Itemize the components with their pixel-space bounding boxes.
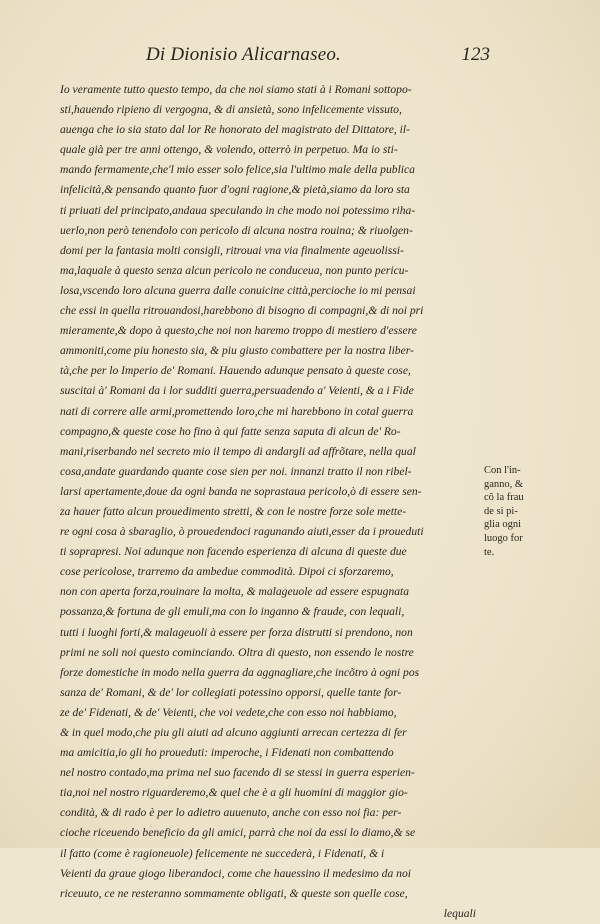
text-line: il fatto (come è ragioneuole) felicemente ne succederà, i Fidenati, & i	[60, 846, 385, 860]
text-line: forze domestiche in modo nella guerra da aggnagliare,che incõtro à ogni pos	[60, 665, 420, 679]
marginal-note-line: glia ogni	[484, 519, 522, 531]
text-line: Veienti da graue giogo liberandoci, come che hauessino il medesimo da noi	[60, 866, 411, 880]
text-line: compagno,& queste cose ho fino à qui fatte senza saputa di alcun de' Ro-	[60, 424, 401, 438]
text-line: ma,laquale à questo senza alcun pericolo ne conduceua, non punto pericu-	[60, 263, 409, 277]
text-line: non con aperta forza,rouinare la molta, & malageuole ad essere espugnata	[60, 585, 410, 599]
catchword: lequali	[443, 906, 476, 920]
text-line: tà,che per lo Imperio de' Romani. Hauendo adunque pensato à queste cose,	[60, 364, 411, 378]
text-line: quale già per tre anni ottengo, & volendo, otterrò in perpetuo. Ma io sti-	[60, 143, 398, 157]
text-line: domi per la fantasia molti consigli, ritrouai vna via finalmente ageuolissi-	[60, 243, 404, 257]
running-title: Di Dionisio Alicarnaseo.	[146, 44, 341, 65]
marginal-note-line: ganno, &	[484, 478, 524, 490]
text-line: possanza,& fortuna de gli emuli,ma con lo inganno & fraude, con lequali,	[60, 605, 405, 619]
text-line: suscitai à' Romani da i lor sudditi guerra,persuadendo a' Veienti, & a i Fide	[60, 384, 414, 398]
text-line: ma amicitia,io gli ho proueduti: imperoche, i Fidenati non combattendo	[60, 746, 394, 760]
marginal-note-line: de si pi-	[484, 505, 518, 517]
text-line: cosa,andate guardando quante cose sien per noi. innanzi tratto il non ribel-	[60, 464, 412, 478]
text-line: uerlo,non però tenendolo con pericolo di alcuna nostra rouina; & riuolgen-	[60, 223, 413, 237]
text-line: che essi in quella ritrouandosi,harebbono di bisogno di compagni,& di noi pri	[60, 304, 424, 318]
text-line: mieramente,& dopo à questo,che noi non haremo troppo di mestiero d'essere	[60, 324, 417, 338]
text-line: mani,riserbando nel secreto mio il tempo di andargli ad affrõtare, nella qual	[60, 444, 416, 458]
marginal-note-line: te.	[484, 546, 495, 558]
marginal-note-line: cõ la frau	[484, 492, 524, 504]
text-line: tutti i luoghi forti,& malageuoli à essere per forza distrutti si prendono, non	[60, 625, 413, 639]
text-line: re ogni cosa à sbaraglio, ò prouedendoci ragunando aiuti,esser da i proueduti	[60, 525, 424, 539]
text-line: za hauer fatto alcun prouedimento stretti, & con le nostre forze sole mette-	[60, 504, 407, 518]
text-line: nel nostro contado,ma prima nel suo facendo di se stessi in guerra esperien-	[60, 766, 415, 780]
text-line: infelicità,& pensando quanto fuor d'ogni ragione,& pietà,siamo da loro sta	[60, 183, 410, 197]
text-line: mando fermamente,che'l mio esser solo felice,sia l'ultimo male della publica	[60, 163, 415, 177]
text-line: larsi apertamente,doue da ogni banda ne soprastaua pericolo,ò di essere sen-	[60, 484, 422, 498]
page-header	[140, 44, 490, 68]
text-line: cioche riceuendo beneficio da gli amici, parrà che noi da essi lo diamo,& se	[60, 826, 416, 840]
text-line: condità, & di rado è per lo adietro auuenuto, anche con esso noi fia: per-	[60, 806, 402, 820]
page-number: 123	[461, 44, 490, 65]
text-line: cose pericolose, trarremo da ambedue commodità. Dipoi ci sforzaremo,	[60, 565, 394, 579]
text-line: losa,vscendo loro alcuna guerra dalle conuicine città,percioche io mi pensai	[60, 283, 416, 297]
text-line: sti,hauendo ripieno di vergogna, & di ansietà, sono infelicemente vissuto,	[60, 103, 402, 117]
text-line: primi ne soli noi questo cominciando. Oltra di questo, non essendo le nostre	[60, 645, 414, 659]
text-line: Io veramente tutto questo tempo, da che noi siamo stati à i Romani sottopo-	[60, 83, 412, 96]
text-line: sanza de' Romani, & de' lor collegiati potessino opporsi, quelle tante for-	[60, 685, 402, 699]
text-line: ti soprapresi. Noi adunque non facendo esperienza di alcuna di queste due	[60, 545, 407, 559]
text-line: & in quel modo,che piu gli aiuti ad alcuno aggiunti arrecan certezza di fer	[60, 726, 407, 739]
text-line: ti priuati del principato,andaua speculando in che modo noi potessimo riha-	[60, 203, 416, 217]
marginal-note	[484, 464, 542, 559]
marginal-note-line: luogo for	[484, 532, 523, 544]
text-line: tia,noi nel nostro riguarderemo,& quel che è a gli huomini di maggior gio-	[60, 786, 408, 800]
text-line: ammoniti,come piu honesto sia, & piu giusto combattere per la nostra liber-	[60, 344, 414, 358]
text-line: nati di correre alle armi,promettendo loro,che mi harebbono in cotal guerra	[60, 404, 414, 418]
body-text	[60, 80, 480, 924]
text-line: ze de' Fidenati, & de' Veienti, che voi vedete,che con esso noi habbiamo,	[60, 705, 397, 719]
text-line: auenga che io sia stato dal lor Re honorato del magistrato del Dittatore, il-	[60, 123, 410, 137]
text-line: riceuuto, ce ne resteranno sommamente obligati, & queste son quelle cose,	[60, 886, 408, 900]
marginal-note-line: Con l'in-	[484, 465, 521, 476]
